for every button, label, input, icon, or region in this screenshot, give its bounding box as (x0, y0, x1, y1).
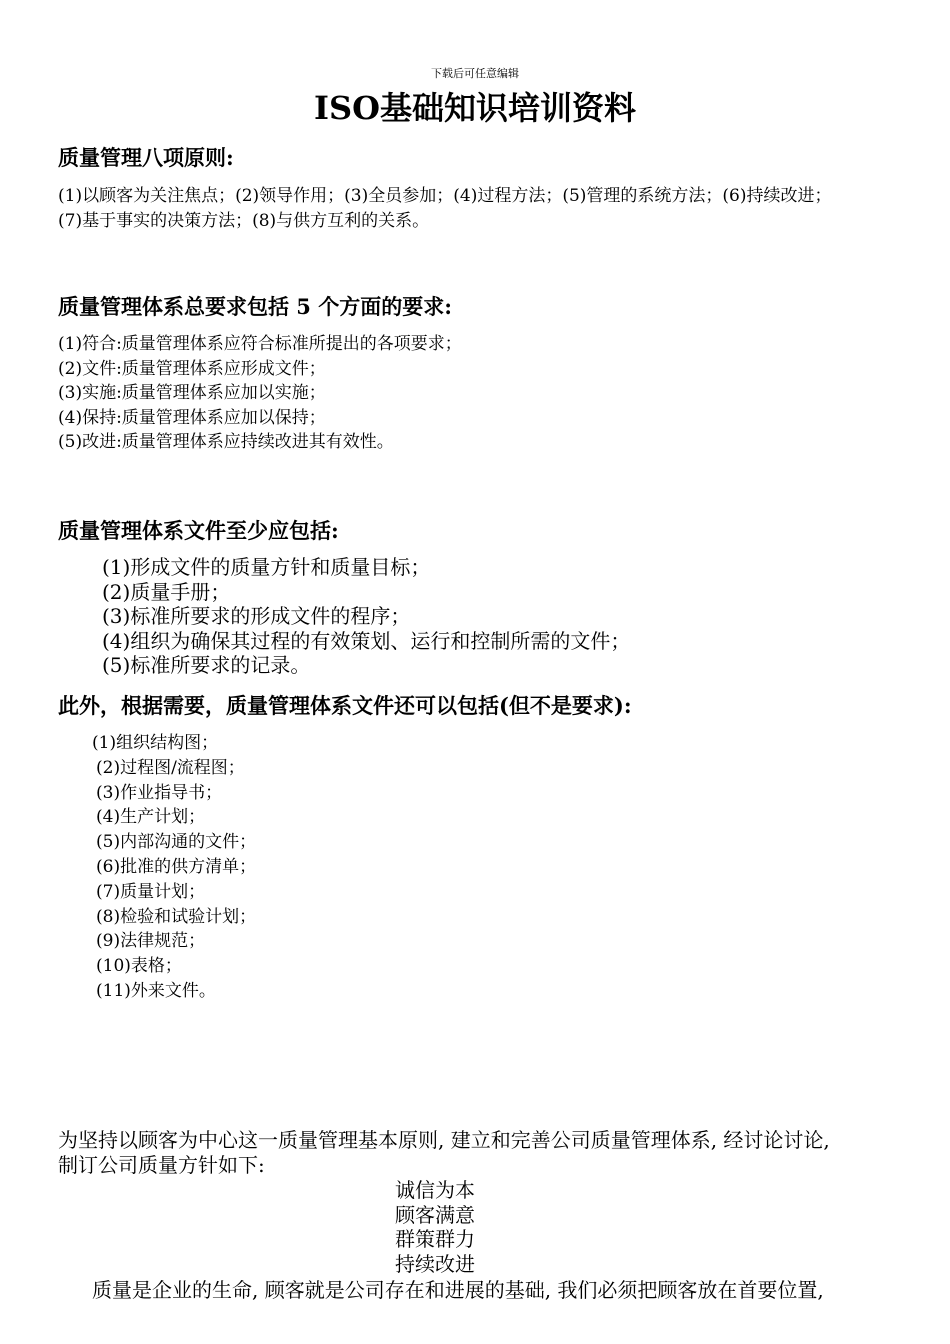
list-item: (2)过程图/流程图； (96, 757, 245, 778)
list-item: (9)法律规范； (96, 931, 206, 952)
policy-intro-line: 制订公司质量方针如下: (58, 1152, 265, 1177)
policy-closing-paragraph: 质量是企业的生命, 顾客就是公司存在和进展的基础, 我们必须把顾客放在首要位置, (92, 1278, 824, 1302)
list-item: (5)内部沟通的文件； (96, 832, 257, 853)
header-note: 下载后可任意编辑 (431, 67, 519, 80)
list-item: (5)改进:质量管理体系应持续改进其有效性。 (58, 432, 394, 453)
policy-item: 持续改进 (395, 1251, 475, 1276)
list-item: (3)作业指导书； (96, 782, 223, 803)
list-item: (6)批准的供方清单； (96, 856, 257, 877)
page-title: ISO基础知识培训资料 (314, 89, 636, 127)
list-item: (4)保持:质量管理体系应加以保持； (58, 407, 326, 428)
list-item: (5)标准所要求的记录。 (102, 653, 311, 678)
list-item: (11)外来文件。 (96, 980, 216, 1001)
principles-line: (7)基于事实的决策方法；(8)与供方互利的关系。 (58, 210, 430, 231)
list-item: (3)实施:质量管理体系应加以实施； (58, 383, 326, 404)
policy-intro (58, 1128, 830, 1177)
policy-item: 顾客满意 (395, 1202, 475, 1227)
policy-item: 群策群力 (395, 1227, 475, 1252)
documents-list (102, 555, 630, 678)
principles-paragraph (58, 184, 831, 233)
policy-item: 诚信为本 (395, 1178, 475, 1202)
list-item: (8)检验和试验计划； (96, 906, 257, 927)
list-item: (1)形成文件的质量方针和质量目标； (102, 555, 431, 579)
list-item: (10)表格； (96, 956, 182, 977)
list-item: (2)质量手册； (102, 579, 231, 604)
list-item: (3)标准所要求的形成文件的程序； (102, 604, 411, 629)
requirements-list (58, 332, 462, 455)
requirements-heading: 质量管理体系总要求包括 5 个方面的要求: (58, 294, 452, 319)
list-item: (2)文件:质量管理体系应形成文件； (58, 358, 326, 379)
policy-intro-line: 为坚持以顾客为中心这一质量管理基本原则, 建立和完善公司质量管理体系, 经讨论讨论, (58, 1128, 830, 1152)
list-item: (7)质量计划； (96, 881, 206, 902)
principles-line: (1)以顾客为关注焦点；(2)领导作用；(3)全员参加；(4)过程方法；(5)管理的系统方法；(6)持续改进； (58, 186, 832, 206)
optional-heading: 此外，根据需要，质量管理体系文件还可以包括(但不是要求): (58, 693, 632, 718)
list-item: (4)组织为确保其过程的有效策划、运行和控制所需的文件； (102, 628, 631, 653)
documents-heading: 质量管理体系文件至少应包括: (58, 518, 339, 543)
list-item: (1)符合:质量管理体系应符合标准所提出的各项要求； (58, 334, 462, 354)
list-item: (1)组织结构图； (92, 733, 219, 753)
optional-documents-list (92, 731, 256, 1004)
list-item: (4)生产计划； (96, 807, 206, 828)
principles-heading: 质量管理八项原则: (58, 145, 234, 170)
quality-policy-list (395, 1178, 475, 1276)
